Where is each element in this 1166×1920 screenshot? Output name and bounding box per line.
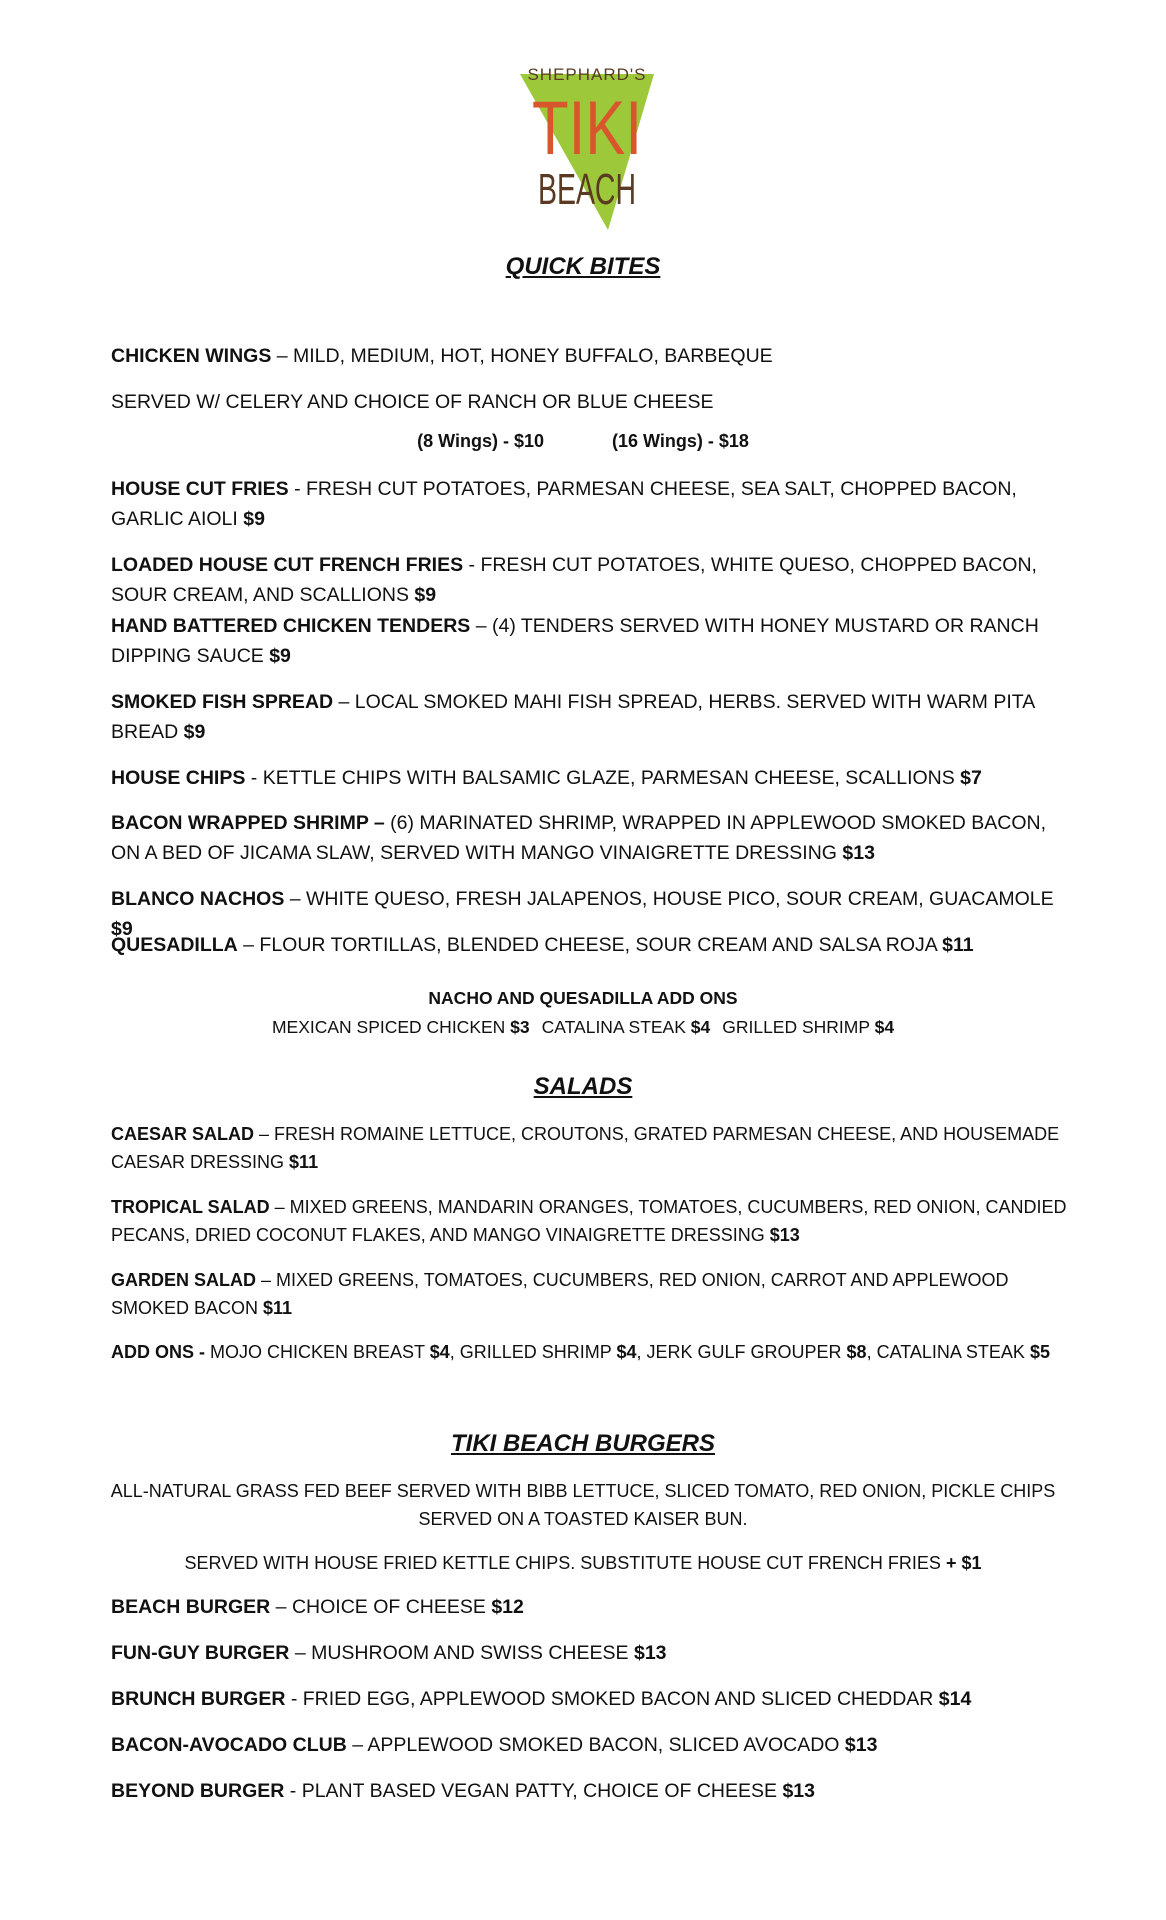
item-desc: - KETTLE CHIPS WITH BALSAMIC GLAZE, PARMESAN CHEESE, SCALLIONS bbox=[245, 767, 961, 789]
item-desc: – FRESH ROMAINE LETTUCE, CROUTONS, GRATED PARMESAN CHEESE, AND HOUSEMADE CAESAR DRESSING bbox=[111, 1124, 1060, 1172]
addon-label: , CATALINA STEAK bbox=[866, 1342, 1030, 1362]
item-desc: – APPLEWOOD SMOKED BACON, SLICED AVOCADO bbox=[346, 1734, 845, 1756]
item-name: BLANCO NACHOS bbox=[111, 888, 285, 910]
tiki-beach-logo bbox=[512, 62, 662, 237]
item-name: LOADED HOUSE CUT FRENCH FRIES bbox=[111, 554, 464, 576]
addon-label: GRILLED SHRIMP bbox=[722, 1017, 875, 1037]
item-desc: - FRESH CUT POTATOES, WHITE QUESO, CHOPPED BACON, SOUR CREAM, AND SCALLIONS bbox=[111, 554, 1037, 606]
item-price: $12 bbox=[491, 1596, 524, 1618]
quick-bites-title: QUICK BITES bbox=[505, 253, 661, 280]
addon-label: CATALINA STEAK bbox=[541, 1017, 691, 1037]
item-price: $9 bbox=[243, 508, 265, 530]
item-price: $11 bbox=[263, 1298, 293, 1318]
burgers-title: TIKI BEACH BURGERS bbox=[450, 1430, 715, 1457]
item-name: QUESADILLA bbox=[111, 934, 238, 956]
sides-price: + $1 bbox=[945, 1553, 982, 1573]
burgers-intro-line-1: ALL-NATURAL GRASS FED BEEF SERVED WITH BIBB LETTUCE, SLICED TOMATO, RED ONION, PICKLE CHIPS bbox=[110, 1481, 1056, 1501]
menu-item-beach-burger bbox=[111, 1592, 1071, 1622]
item-price: $9 bbox=[414, 584, 437, 606]
wings-prices bbox=[0, 431, 1166, 452]
burgers-sides-note bbox=[0, 1549, 1166, 1577]
item-price: $11 bbox=[289, 1152, 319, 1172]
addon-price: $4 bbox=[874, 1017, 895, 1037]
item-name: HAND BATTERED CHICKEN TENDERS bbox=[111, 615, 471, 637]
item-desc: – MIXED GREENS, MANDARIN ORANGES, TOMATOES, CUCUMBERS, RED ONION, CANDIED PECANS, DRIED COCONUT FLAKES, AND MANGO VINAIGRETTE DRESSING bbox=[111, 1197, 1067, 1245]
item-name: CAESAR SALAD bbox=[111, 1124, 255, 1144]
wings-price-16: (16 Wings) - $18 bbox=[612, 431, 749, 451]
item-price: $13 bbox=[842, 842, 875, 864]
item-desc: - PLANT BASED VEGAN PATTY, CHOICE OF CHEESE bbox=[284, 1780, 783, 1802]
item-desc: - FRIED EGG, APPLEWOOD SMOKED BACON AND SLICED CHEDDAR bbox=[285, 1688, 939, 1710]
item-desc: - FRESH CUT POTATOES, PARMESAN CHEESE, SEA SALT, CHOPPED BACON, GARLIC AIOLI bbox=[111, 478, 1017, 530]
menu-item-house-chips bbox=[111, 763, 1071, 793]
item-name: BEYOND BURGER bbox=[111, 1780, 285, 1802]
menu-item-loaded-fries bbox=[111, 550, 1071, 610]
item-desc: – WHITE QUESO, FRESH JALAPENOS, HOUSE PICO, SOUR CREAM, GUACAMOLE bbox=[284, 888, 1054, 910]
addon-price: $4 bbox=[690, 1017, 711, 1037]
burgers-intro-line-2: SERVED ON A TOASTED KAISER BUN. bbox=[418, 1509, 748, 1529]
addon-label: , JERK GULF GROUPER bbox=[636, 1342, 847, 1362]
item-name: HOUSE CUT FRIES bbox=[111, 478, 289, 500]
salad-addons bbox=[111, 1338, 1071, 1366]
svg-text:TIKI: TIKI bbox=[532, 86, 642, 171]
menu-item-tropical-salad bbox=[111, 1193, 1071, 1249]
menu-item-fun-guy-burger bbox=[111, 1638, 1071, 1668]
addon-price: $8 bbox=[846, 1342, 867, 1362]
addon-label: MOJO CHICKEN BREAST bbox=[205, 1342, 430, 1362]
item-name: BRUNCH BURGER bbox=[111, 1688, 286, 1710]
menu-item-quesadilla bbox=[111, 930, 1071, 960]
nacho-quesadilla-addons-list bbox=[0, 1017, 1166, 1038]
sides-text: SERVED WITH HOUSE FRIED KETTLE CHIPS. SUBSTITUTE HOUSE CUT FRENCH FRIES bbox=[184, 1553, 946, 1573]
item-desc: – MIXED GREENS, TOMATOES, CUCUMBERS, RED ONION, CARROT AND APPLEWOOD SMOKED BACON bbox=[111, 1270, 1009, 1318]
item-name: CHICKEN WINGS bbox=[111, 345, 272, 367]
menu-item-garden-salad bbox=[111, 1266, 1071, 1322]
menu-item-smoked-fish-spread bbox=[111, 687, 1071, 747]
svg-text:SHEPHARD'S: SHEPHARD'S bbox=[527, 65, 647, 84]
item-name: TROPICAL SALAD bbox=[111, 1197, 270, 1217]
menu-item-bacon-wrapped-shrimp bbox=[111, 808, 1071, 868]
item-price: $13 bbox=[782, 1780, 815, 1802]
menu-item-house-cut-fries bbox=[111, 474, 1071, 534]
addon-label: MEXICAN SPICED CHICKEN bbox=[271, 1017, 511, 1037]
item-desc: – MUSHROOM AND SWISS CHEESE bbox=[289, 1642, 634, 1664]
item-name: BACON WRAPPED SHRIMP – bbox=[111, 812, 385, 834]
addons-label: ADD ONS - bbox=[111, 1342, 205, 1362]
item-price: $7 bbox=[960, 767, 982, 789]
burgers-intro bbox=[0, 1477, 1166, 1533]
item-name: BACON-AVOCADO CLUB bbox=[111, 1734, 347, 1756]
item-price: $9 bbox=[111, 918, 133, 940]
addon-label: , GRILLED SHRIMP bbox=[449, 1342, 617, 1362]
item-name: GARDEN SALAD bbox=[111, 1270, 257, 1290]
item-desc: (6) MARINATED SHRIMP, WRAPPED IN APPLEWOOD SMOKED BACON, ON A BED OF JICAMA SLAW, SERVED WITH MANGO VINAIGRETTE DRESSING bbox=[111, 812, 1047, 864]
item-desc: – FLOUR TORTILLAS, BLENDED CHEESE, SOUR CREAM AND SALSA ROJA bbox=[237, 934, 943, 956]
item-desc: – LOCAL SMOKED MAHI FISH SPREAD, HERBS. SERVED WITH WARM PITA BREAD bbox=[111, 691, 1035, 743]
menu-item-chicken-tenders bbox=[111, 611, 1071, 671]
item-price: $9 bbox=[183, 721, 206, 743]
addon-price: $3 bbox=[510, 1017, 530, 1037]
nacho-quesadilla-addons-title: NACHO AND QUESADILLA ADD ONS bbox=[428, 988, 738, 1008]
addon-price: $4 bbox=[429, 1342, 450, 1362]
item-price: $13 bbox=[769, 1225, 800, 1245]
addon-price: $4 bbox=[616, 1342, 637, 1362]
item-desc: – MILD, MEDIUM, HOT, HONEY BUFFALO, BARBEQUE bbox=[271, 345, 773, 367]
item-name: HOUSE CHIPS bbox=[111, 767, 246, 789]
item-price: $13 bbox=[844, 1734, 878, 1756]
wings-price-8: (8 Wings) - $10 bbox=[417, 431, 544, 451]
item-name: SMOKED FISH SPREAD bbox=[111, 691, 334, 713]
item-price: $13 bbox=[633, 1642, 667, 1664]
item-price: $11 bbox=[942, 934, 974, 956]
wings-served-note: SERVED W/ CELERY AND CHOICE OF RANCH OR BLUE CHEESE bbox=[111, 391, 714, 413]
menu-item-brunch-burger bbox=[111, 1684, 1071, 1714]
menu-item-chicken-wings bbox=[111, 341, 1071, 371]
salads-title: SALADS bbox=[533, 1073, 633, 1100]
item-desc: – CHOICE OF CHEESE bbox=[270, 1596, 492, 1618]
item-price: $14 bbox=[938, 1688, 972, 1710]
item-desc: – (4) TENDERS SERVED WITH HONEY MUSTARD OR RANCH DIPPING SAUCE bbox=[111, 615, 1039, 667]
menu-item-caesar-salad bbox=[111, 1120, 1071, 1176]
item-price: $9 bbox=[269, 645, 291, 667]
svg-text:BEACH: BEACH bbox=[538, 165, 636, 214]
item-name: BEACH BURGER bbox=[111, 1596, 271, 1618]
item-name: FUN-GUY BURGER bbox=[111, 1642, 290, 1664]
menu-item-beyond-burger bbox=[111, 1776, 1071, 1806]
addon-price: $5 bbox=[1029, 1342, 1050, 1362]
menu-item-bacon-avocado-club bbox=[111, 1730, 1071, 1760]
